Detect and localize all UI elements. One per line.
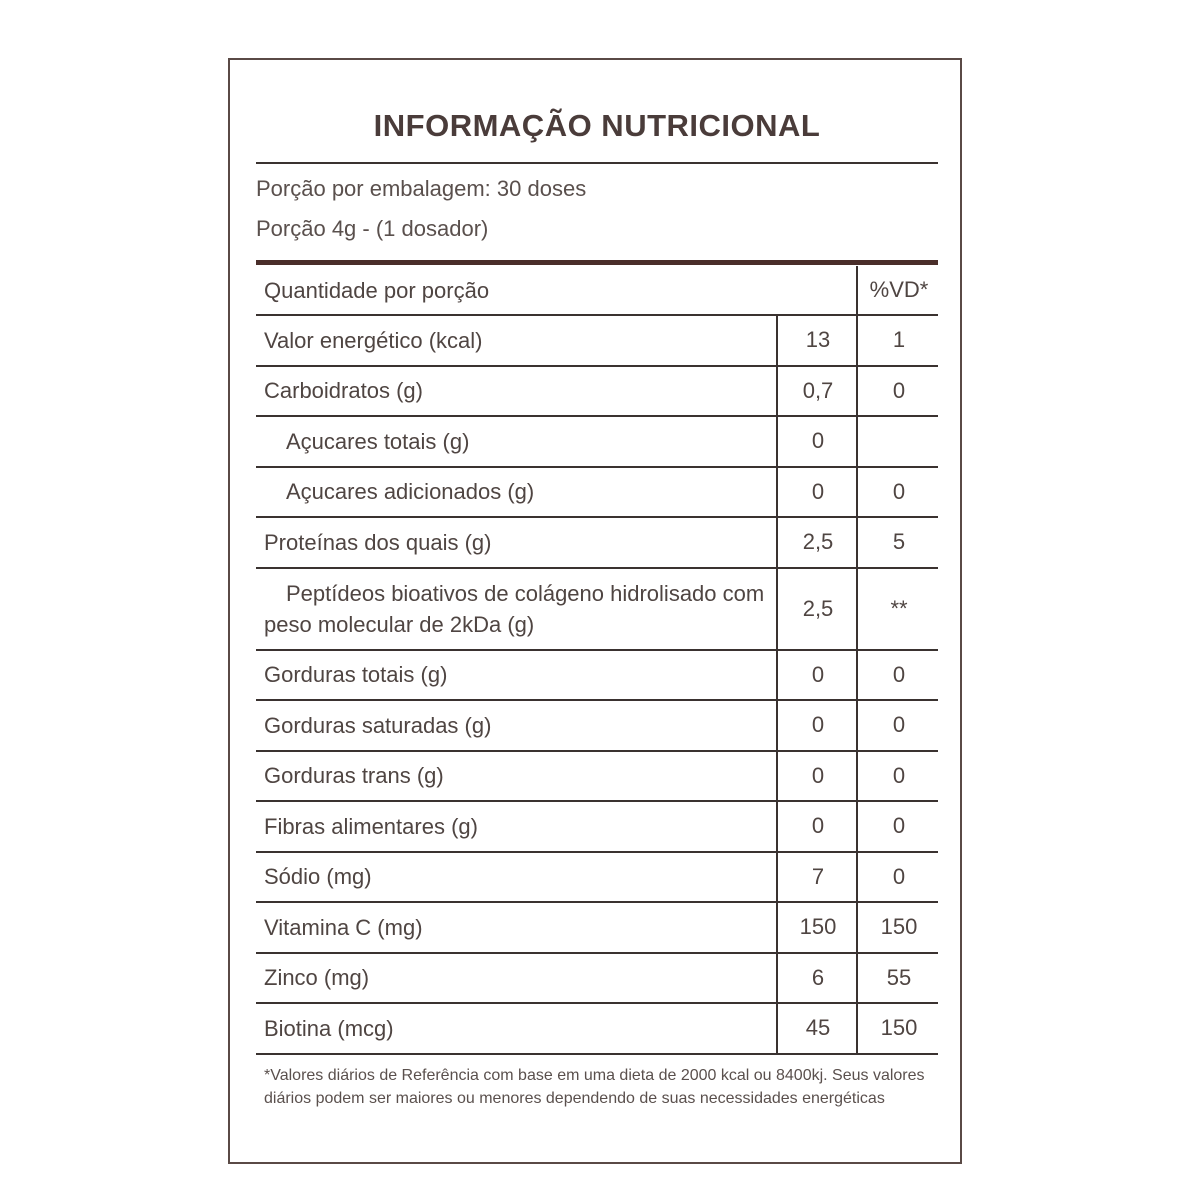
nutrient-daily-value: 0	[856, 367, 940, 416]
nutrient-row	[256, 752, 938, 803]
nutrient-quantity: 2,5	[776, 518, 858, 567]
nutrient-name: Açucares totais (g)	[286, 428, 470, 454]
nutrient-daily-value: 0	[856, 701, 940, 750]
nutrient-row	[256, 853, 938, 904]
nutrient-daily-value: 1	[856, 316, 940, 365]
nutrient-daily-value: 55	[856, 954, 940, 1003]
nutrient-daily-value: 0	[856, 468, 940, 517]
label-title: INFORMAÇÃO NUTRICIONAL	[373, 108, 821, 143]
nutrient-daily-value: 0	[856, 853, 940, 902]
nutrient-name: Peptídeos bioativos de colágeno hidrolisado com peso molecular de 2kDa (g)	[264, 580, 765, 637]
nutrient-row	[256, 569, 938, 651]
nutrient-row	[256, 518, 938, 569]
header-vd-label: %VD*	[856, 266, 940, 314]
nutrient-row	[256, 417, 938, 468]
nutrient-daily-value: 0	[856, 802, 940, 851]
nutrient-daily-value: 5	[856, 518, 940, 567]
nutrient-name: Carboidratos (g)	[264, 378, 423, 404]
nutrient-name: Proteínas dos quais (g)	[264, 529, 492, 555]
nutrient-quantity: 0	[776, 701, 858, 750]
nutrient-quantity: 0,7	[776, 367, 858, 416]
nutrient-name: Biotina (mcg)	[264, 1015, 394, 1041]
nutrient-row	[256, 1004, 938, 1055]
nutrient-quantity: 6	[776, 954, 858, 1003]
nutrient-daily-value: 150	[856, 903, 940, 952]
table-header-row	[256, 266, 938, 316]
nutrient-daily-value: 150	[856, 1004, 940, 1053]
nutrient-name: Vitamina C (mg)	[264, 914, 423, 940]
nutrient-name: Gorduras saturadas (g)	[264, 712, 492, 738]
header-quantity-label: Quantidade por porção	[264, 277, 490, 303]
nutrition-table	[256, 266, 938, 1055]
nutrient-name: Sódio (mg)	[264, 864, 372, 890]
nutrient-quantity: 7	[776, 853, 858, 902]
nutrition-label	[228, 58, 962, 1164]
nutrient-quantity: 13	[776, 316, 858, 365]
nutrient-name: Gorduras trans (g)	[264, 763, 444, 789]
nutrient-quantity: 0	[776, 802, 858, 851]
nutrient-row	[256, 903, 938, 954]
nutrient-row	[256, 802, 938, 853]
nutrient-name: Gorduras totais (g)	[264, 662, 448, 688]
nutrient-name: Zinco (mg)	[264, 965, 370, 991]
nutrient-daily-value	[856, 417, 940, 466]
nutrient-quantity: 150	[776, 903, 858, 952]
serving-divider	[256, 260, 938, 265]
nutrient-daily-value: 0	[856, 752, 940, 801]
nutrient-row	[256, 651, 938, 702]
nutrient-daily-value: **	[856, 569, 940, 649]
nutrient-quantity: 0	[776, 417, 858, 466]
nutrient-name: Valor energético (kcal)	[264, 327, 483, 353]
title-divider	[256, 162, 938, 164]
footnote: *Valores diários de Referência com base em uma dieta de 2000 kcal ou 8400kj. Seus valores diários podem ser maiores ou menores dependendo de suas necessidades energéticas	[264, 1067, 925, 1107]
nutrient-quantity: 2,5	[776, 569, 858, 649]
nutrient-quantity: 45	[776, 1004, 858, 1053]
nutrient-row	[256, 954, 938, 1005]
nutrient-name: Açucares adicionados (g)	[286, 479, 535, 505]
nutrient-row	[256, 367, 938, 418]
servings-per-package: Porção por embalagem: 30 doses	[256, 176, 587, 201]
nutrient-row	[256, 468, 938, 519]
nutrient-rows	[256, 316, 938, 1055]
serving-size: Porção 4g - (1 dosador)	[256, 216, 489, 241]
nutrient-name: Fibras alimentares (g)	[264, 813, 478, 839]
nutrient-quantity: 0	[776, 752, 858, 801]
nutrient-row	[256, 701, 938, 752]
nutrient-quantity: 0	[776, 651, 858, 700]
nutrient-row	[256, 316, 938, 367]
nutrient-quantity: 0	[776, 468, 858, 517]
nutrient-daily-value: 0	[856, 651, 940, 700]
